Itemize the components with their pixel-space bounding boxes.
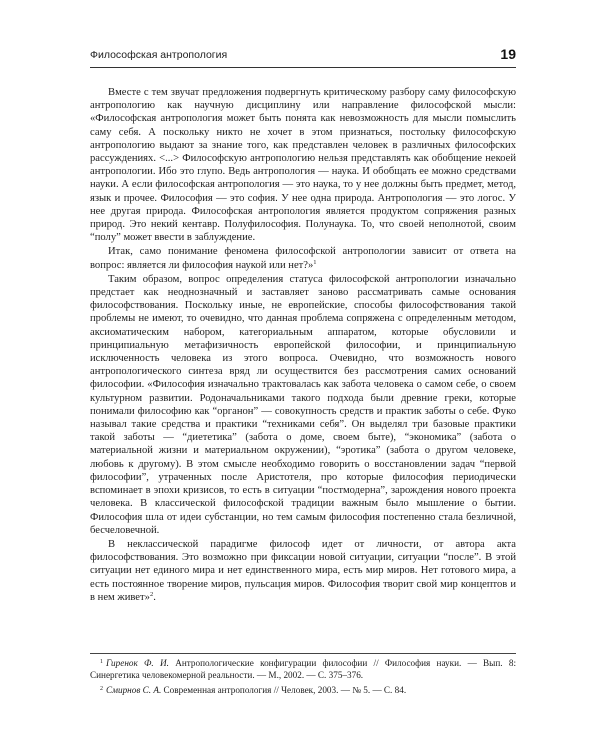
footnote-number: 2 xyxy=(100,686,103,692)
footnote-text: Современная антропология // Человек, 2003. — № 5. — С. 84. xyxy=(163,685,407,695)
paragraph-text: Таким образом, вопрос определения статуса философской антропологии изначально предстает как неоднозначный и заставляет заново рассматривать самые основания философствования. Поскольку иные, не европейские, способы философствования такой проблемы не имеют, то очевидно, что данная проблема сопряжена с определенным методом, аксиоматическим набором, категориальным аппаратом, которые обусловили и принципиальную метафизичность европейской философии, и принципиальную исключенность человека из этого вопроса. Очевидно, что возможность нового антропологического синтеза вряд ли осуществится без рассмотрения самих оснований философии. «Философия изначально трактовалась как забота человека о самом себе, о своем культурном развитии. Родоначальниками такого подхода были древние греки, которые понимали философию как “органон” — совокупность средств и практик заботы о себе. Фуко называл такие средства и практики “техниками себя”. Он выделял три базовые практики такой заботы — “диететика” (забота о доме, своем быте), “экономика” (забота о материальной жизни и материальном окружении), “эротика” (забота о другом человеке, любовь к другому). В этом смысле необходимо говорить о восстановлении задач “первой философии”, утраченных после Аристотеля, про которые философия периодически вспоминает в эпохи кризисов, то есть в ситуации “постмодерна”, зарождения нового проекта человека. В классической философской традиции важным было мышление о бытии. Философия шла от идеи субстанции, но тем самым философия постепенно стала безличной, бесчеловечной. xyxy=(90,273,516,536)
paragraph xyxy=(90,245,516,271)
paragraph xyxy=(90,538,516,604)
footnotes xyxy=(90,657,516,696)
footnote xyxy=(90,684,516,696)
footnote-author: Смирнов С. А. xyxy=(106,685,162,695)
running-head xyxy=(90,48,516,64)
paragraph-text: Итак, само понимание феномена философской антропологии зависит от ответа на вопрос: является ли философия наукой или нет?» xyxy=(90,246,516,271)
footnote-number: 1 xyxy=(100,659,103,665)
paragraph-text: В неклассической парадигме философ идет от личности, от автора акта философствования. Это возможно при фиксации новой ситуации, ситуации “после”. В этой ситуации нет единого мира и нет единственного мира, есть мир миров. Нет готового мира, а есть постоянное творение миров, пульсация миров. Философия творит свой мир концептов и в нем живет» xyxy=(90,538,516,603)
paragraph xyxy=(90,273,516,537)
running-title: Философская антропология xyxy=(90,49,228,61)
footnote-author: Гиренок Ф. И. xyxy=(106,658,169,668)
footnote-text: Антропологические конфигурации философии // Философия науки. — Вып. 8: Синергетика человекомерной реальности. — М., 2002. — С. 375–376. xyxy=(90,658,516,680)
page-number: 19 xyxy=(500,46,516,62)
footnote xyxy=(90,657,516,681)
sentence-period: . xyxy=(153,591,156,603)
paragraph xyxy=(90,86,516,244)
paragraph-text: Вместе с тем звучат предложения подвергнуть критическому разбору саму философскую антропологию как научную дисциплину или направление философской мысли: «Философская антропология может быть понята как невозможность для мысли помыслить саму себя. А поскольку никто не хочет в этом признаться, постольку философскую антропологию выдают за знание того, как представлен человек в различных философских рассуждениях. <...> Философскую антропологию нельзя представлять как обобщение некоей антропологии. Ибо это глупо. Ведь антропология — наука. И обобщать ее можно средствами науки. А если философская антропология — это наука, то у нее должны быть предмет, метод, язык и прочее. Философия — это софия. У нее одна природа. Антропология — это логос. У нее другая природа. Философская антропология является продуктом сопряжения разных природ. Это некий кентавр. Полуфилософия. Полунаука. То, что своей неполнотой, своим “полу” может ввести в заблуждение. xyxy=(90,87,516,244)
main-text xyxy=(90,86,516,604)
header-rule xyxy=(90,67,516,68)
footnote-ref[interactable]: 1 xyxy=(313,258,317,266)
footnote-ref[interactable]: 2 xyxy=(149,590,154,598)
footnote-rule xyxy=(90,653,516,654)
